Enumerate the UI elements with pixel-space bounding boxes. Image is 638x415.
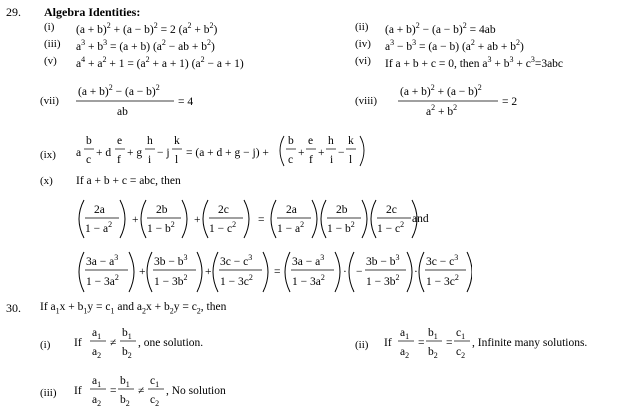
svg-text:a1: $a_1$ bbox=[400, 327, 410, 341]
q30-label-iii: (iii) bbox=[40, 387, 57, 399]
identity-vi: If a + b + c = 0, then $a^3 + b^3 + c^3=3abc$ bbox=[385, 55, 564, 70]
svg-text:2c: 2c bbox=[386, 204, 397, 216]
svg-text:a1: $a_1$ bbox=[92, 327, 102, 341]
svg-text:2c: 2c bbox=[218, 204, 229, 216]
svg-text:b: b bbox=[288, 135, 294, 147]
svg-text:b2: $b_2$ bbox=[120, 394, 130, 408]
identity-iii: $a^3 + b^3 = (a + b) (a^2$ − ab + $b^2$) bbox=[76, 38, 215, 53]
svg-text:e: e bbox=[117, 135, 123, 147]
svg-text:1 − 3c2: $1 - 3c^2$ bbox=[220, 273, 253, 288]
identity-iv: $a^3 - b^3 = (a - b) (a^2$ + ab + $b^2$) bbox=[385, 38, 524, 53]
svg-text:3a − a3: $3a - a^3$ bbox=[292, 253, 325, 268]
svg-text:b1: $b_1$ bbox=[120, 375, 130, 389]
svg-text:b1: $b_1$ bbox=[428, 327, 438, 341]
svg-text:c: c bbox=[288, 154, 294, 166]
identity-ii: $(a + b)^2 - (a - b)^2 = 4ab$ bbox=[385, 21, 496, 36]
svg-text:b2: $b_2$ bbox=[428, 346, 438, 360]
svg-text:+: + bbox=[139, 266, 146, 278]
item-label-viii: (viii) bbox=[355, 95, 377, 107]
svg-text:≠: ≠ bbox=[110, 337, 117, 349]
item-label-x: (x) bbox=[40, 175, 53, 187]
q30-condition-i bbox=[70, 322, 270, 362]
svg-text:1 − 3a2: $1 - 3a^2$ bbox=[292, 273, 325, 288]
svg-text:a2 + b2: $a^2 + b^2$ bbox=[426, 103, 458, 118]
item-label-ix: (ix) bbox=[40, 149, 56, 161]
svg-text:·: · bbox=[414, 266, 418, 278]
svg-text:=: = bbox=[274, 266, 281, 278]
svg-text:=: = bbox=[418, 337, 425, 349]
svg-text:= 4: = 4 bbox=[178, 96, 194, 108]
svg-text:= 2: = 2 bbox=[502, 96, 518, 108]
svg-text:− j: − j bbox=[157, 147, 170, 159]
svg-text:2a: 2a bbox=[94, 204, 105, 216]
svg-text:+: + bbox=[194, 214, 201, 226]
svg-text:3b − b3: $3b - b^3$ bbox=[154, 253, 188, 268]
q30-condition-iii bbox=[70, 370, 270, 412]
svg-text:3c − c3: $3c - c^3$ bbox=[220, 253, 253, 268]
svg-text:c1: $c_1$ bbox=[456, 327, 466, 341]
svg-text:1 − 3b2: $1 - 3b^2$ bbox=[154, 273, 188, 288]
q30-condition-ii bbox=[380, 322, 638, 362]
fraction-vii bbox=[74, 78, 214, 120]
svg-text:(a + b)2 − (a − b)2: $(a + b)^2 - (a - b)^2$ bbox=[78, 83, 160, 98]
q30-label-i: (i) bbox=[40, 339, 51, 351]
svg-text:2a: 2a bbox=[286, 204, 297, 216]
svg-text:c1: $c_1$ bbox=[150, 375, 160, 389]
svg-text:l: l bbox=[175, 154, 179, 166]
svg-text:a: a bbox=[76, 147, 82, 159]
svg-text:c2: $c_2$ bbox=[456, 346, 466, 360]
svg-text:2b: 2b bbox=[156, 204, 168, 216]
identity-x-row1 bbox=[72, 196, 442, 242]
svg-text:+ g: + g bbox=[127, 147, 143, 159]
svg-text:1 − 3a2: $1 - 3a^2$ bbox=[86, 273, 119, 288]
section-title: Algebra Identities: bbox=[44, 5, 141, 19]
svg-text:If: If bbox=[384, 337, 392, 349]
and-text: and bbox=[412, 213, 429, 225]
svg-text:i: i bbox=[148, 154, 152, 166]
svg-text:1 − 3b2: $1 - 3b^2$ bbox=[366, 273, 400, 288]
svg-text:−: − bbox=[356, 266, 363, 278]
svg-text:−: − bbox=[338, 147, 345, 159]
svg-text:h: h bbox=[328, 135, 334, 147]
svg-text:+: + bbox=[298, 147, 305, 159]
item-label-i: (i) bbox=[44, 21, 55, 33]
item-label-iii: (iii) bbox=[44, 38, 61, 50]
svg-text:1 − b2: $1 - b^2$ bbox=[327, 220, 355, 235]
svg-text:= (a + d + g − j) +: = (a + d + g − j) + bbox=[186, 147, 269, 159]
svg-text:·: · bbox=[343, 266, 347, 278]
svg-text:a1: $a_1$ bbox=[92, 375, 102, 389]
svg-text:3b − b3: $3b - b^3$ bbox=[366, 253, 400, 268]
svg-text:a2: $a_2$ bbox=[92, 394, 102, 408]
svg-text:3a − a3: $3a - a^3$ bbox=[86, 253, 119, 268]
item-label-iv: (iv) bbox=[355, 38, 371, 50]
svg-text:=: = bbox=[110, 385, 117, 397]
svg-text:, Infinite many solutions.: , Infinite many solutions. bbox=[472, 337, 588, 349]
svg-text:+ d: + d bbox=[96, 147, 112, 159]
svg-text:+: + bbox=[318, 147, 325, 159]
q30-label-ii: (ii) bbox=[355, 339, 369, 351]
question-number-29: 29. bbox=[6, 5, 21, 19]
svg-text:f: f bbox=[117, 154, 121, 166]
item-label-vii: (vii) bbox=[40, 95, 59, 107]
svg-text:b1: $b_1$ bbox=[122, 327, 132, 341]
svg-text:1 − a2: $1 - a^2$ bbox=[277, 220, 305, 235]
svg-text:+: + bbox=[132, 214, 139, 226]
svg-text:≠: ≠ bbox=[138, 385, 145, 397]
identity-i: $(a + b)^2 + (a - b)^2 = 2$ $(a^2 + b^2)$ bbox=[76, 21, 218, 36]
identity-x-row2 bbox=[72, 248, 472, 296]
svg-text:2b: 2b bbox=[336, 204, 348, 216]
svg-text:, No solution: , No solution bbox=[166, 385, 226, 397]
q30-stem: If $a_1x + b_1y = c_1$ and $a_2x + b_2y = c_2$, then bbox=[40, 301, 227, 316]
svg-text:If: If bbox=[74, 385, 82, 397]
svg-text:b: b bbox=[86, 135, 92, 147]
identity-ix bbox=[70, 132, 370, 172]
svg-text:1 − b2: $1 - b^2$ bbox=[147, 220, 175, 235]
svg-text:+: + bbox=[205, 266, 212, 278]
svg-text:l: l bbox=[349, 154, 353, 166]
svg-text:(a + b)2 + (a − b)2: $(a + b)^2 + (a - b)^2$ bbox=[400, 83, 482, 98]
svg-text:1 − 3c2: $1 - 3c^2$ bbox=[426, 273, 459, 288]
svg-text:i: i bbox=[330, 154, 334, 166]
identity-x-intro: If a + b + c = abc, then bbox=[76, 175, 181, 187]
svg-text:If: If bbox=[74, 337, 82, 349]
svg-text:e: e bbox=[308, 135, 314, 147]
svg-text:c2: $c_2$ bbox=[150, 394, 160, 408]
svg-text:, one solution.: , one solution. bbox=[138, 337, 204, 349]
svg-text:1 − c2: $1 - c^2$ bbox=[377, 220, 405, 235]
svg-text:=: = bbox=[446, 337, 453, 349]
item-label-vi: (vi) bbox=[355, 55, 371, 67]
svg-text:a2: $a_2$ bbox=[92, 346, 102, 360]
identity-v: $a^4 + a^2 + 1 = (a^2 + a + 1) (a^2 - a + 1)$ bbox=[76, 55, 244, 70]
svg-text:1 − c2: $1 - c^2$ bbox=[209, 220, 237, 235]
svg-text:a2: $a_2$ bbox=[400, 346, 410, 360]
svg-text:ab: ab bbox=[117, 106, 128, 118]
fraction-viii bbox=[396, 78, 536, 120]
svg-text:k: k bbox=[348, 135, 354, 147]
svg-text:h: h bbox=[147, 135, 153, 147]
svg-text:b2: $b_2$ bbox=[122, 346, 132, 360]
svg-text:k: k bbox=[174, 135, 180, 147]
svg-text:3c − c3: $3c - c^3$ bbox=[426, 253, 459, 268]
svg-text:=: = bbox=[258, 214, 265, 226]
svg-text:f: f bbox=[309, 154, 313, 166]
svg-text:1 − a2: $1 - a^2$ bbox=[85, 220, 113, 235]
question-number-30: 30. bbox=[6, 301, 21, 315]
svg-text:c: c bbox=[86, 154, 92, 166]
item-label-ii: (ii) bbox=[355, 21, 369, 33]
item-label-v: (v) bbox=[44, 55, 57, 67]
